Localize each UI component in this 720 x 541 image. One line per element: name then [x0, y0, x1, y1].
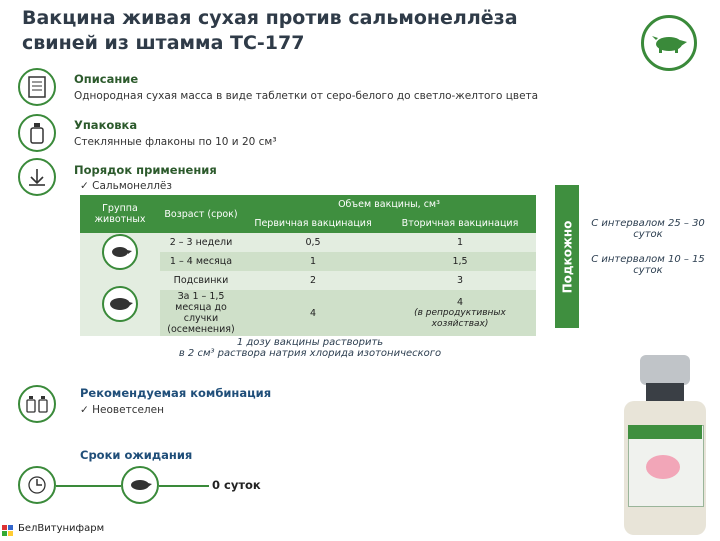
two-vials-icon [18, 385, 56, 423]
table-row-age: 1 – 4 месяца [169, 256, 233, 267]
table-row-primary: 1 [309, 256, 317, 267]
dilution-line-2: в 2 см³ раствора натрия хлорида изотонического [178, 348, 442, 359]
check-icon: ✓ [80, 404, 89, 416]
header-secondary: Вторичная вакцинация [384, 214, 536, 233]
header-volume: Объем вакцины, см³ [242, 195, 536, 214]
sow-cell [80, 271, 160, 336]
withdrawal-value: 0 суток [212, 478, 261, 492]
interval-second: С интервалом 10 – 15 суток [591, 254, 705, 276]
table-row-secondary: 3 [456, 275, 464, 286]
table-row-secondary: 1,5 [452, 256, 468, 267]
timeline-line-1 [56, 485, 121, 487]
table-row-primary: 4 [309, 307, 317, 319]
sow-icon [102, 286, 138, 322]
footer-brand [2, 522, 104, 534]
pig-icon [121, 466, 159, 504]
withdrawal-title: Сроки ожидания [80, 448, 193, 462]
route-label: Подкожно [560, 220, 574, 293]
header-age: Возраст (срок) [160, 195, 242, 233]
piglet-icon [102, 234, 138, 270]
header-primary: Первичная вакцинация [242, 214, 384, 233]
packaging-text: Стеклянные флаконы по 10 и 20 см³ [74, 136, 277, 148]
pig-logo-icon [641, 15, 697, 71]
interval-first: С интервалом 25 – 30 суток [591, 218, 705, 240]
dilution-line-1: 1 дозу вакцины растворить [236, 337, 384, 348]
table-row-secondary: 4 [456, 296, 464, 308]
document-icon [18, 68, 56, 106]
table-row-age: За 1 – 1,5 месяца до случки (осеменения) [167, 291, 235, 335]
usage-check-item [80, 180, 172, 192]
table-row-primary: 0,5 [305, 237, 321, 248]
table-row-secondary-note: (в репродуктивных хозяйствах) [414, 307, 506, 329]
vaccination-table [80, 195, 536, 336]
combination-label: Неоветселен [92, 404, 164, 416]
combination-title: Рекомендуемая комбинация [80, 386, 272, 400]
usage-title: Порядок применения [74, 163, 217, 177]
table-row-age: 2 – 3 недели [169, 237, 233, 248]
brand-name: БелВитунифарм [18, 522, 105, 534]
piglet-cell [80, 233, 160, 271]
brand-logo-icon [2, 522, 14, 534]
combination-item [80, 404, 164, 416]
page-title [22, 6, 582, 56]
table-row-secondary: 1 [456, 237, 464, 248]
dilution-note [130, 337, 490, 359]
vial-icon [18, 114, 56, 152]
packaging-title: Упаковка [74, 118, 138, 132]
route-sidebar [555, 185, 579, 328]
table-row-primary: 2 [309, 275, 317, 286]
vaccine-vial-image [620, 355, 710, 535]
title-line-2: свиней из штамма ТС-177 [22, 32, 305, 54]
description-text: Однородная сухая масса в виде таблетки от серо-белого до светло-желтого цвета [74, 90, 539, 102]
arrow-down-icon [18, 158, 56, 196]
description-title: Описание [74, 72, 139, 86]
clock-icon [18, 466, 56, 504]
usage-check-label: Сальмонеллёз [92, 180, 172, 192]
header-group: Группа животных [80, 195, 160, 233]
timeline-line-2 [159, 485, 209, 487]
table-row-secondary-cell [384, 290, 536, 336]
check-icon: ✓ [80, 180, 89, 192]
table-row-age: Подсвинки [173, 275, 229, 286]
title-line-1: Вакцина живая сухая против сальмонеллёза [22, 7, 518, 29]
